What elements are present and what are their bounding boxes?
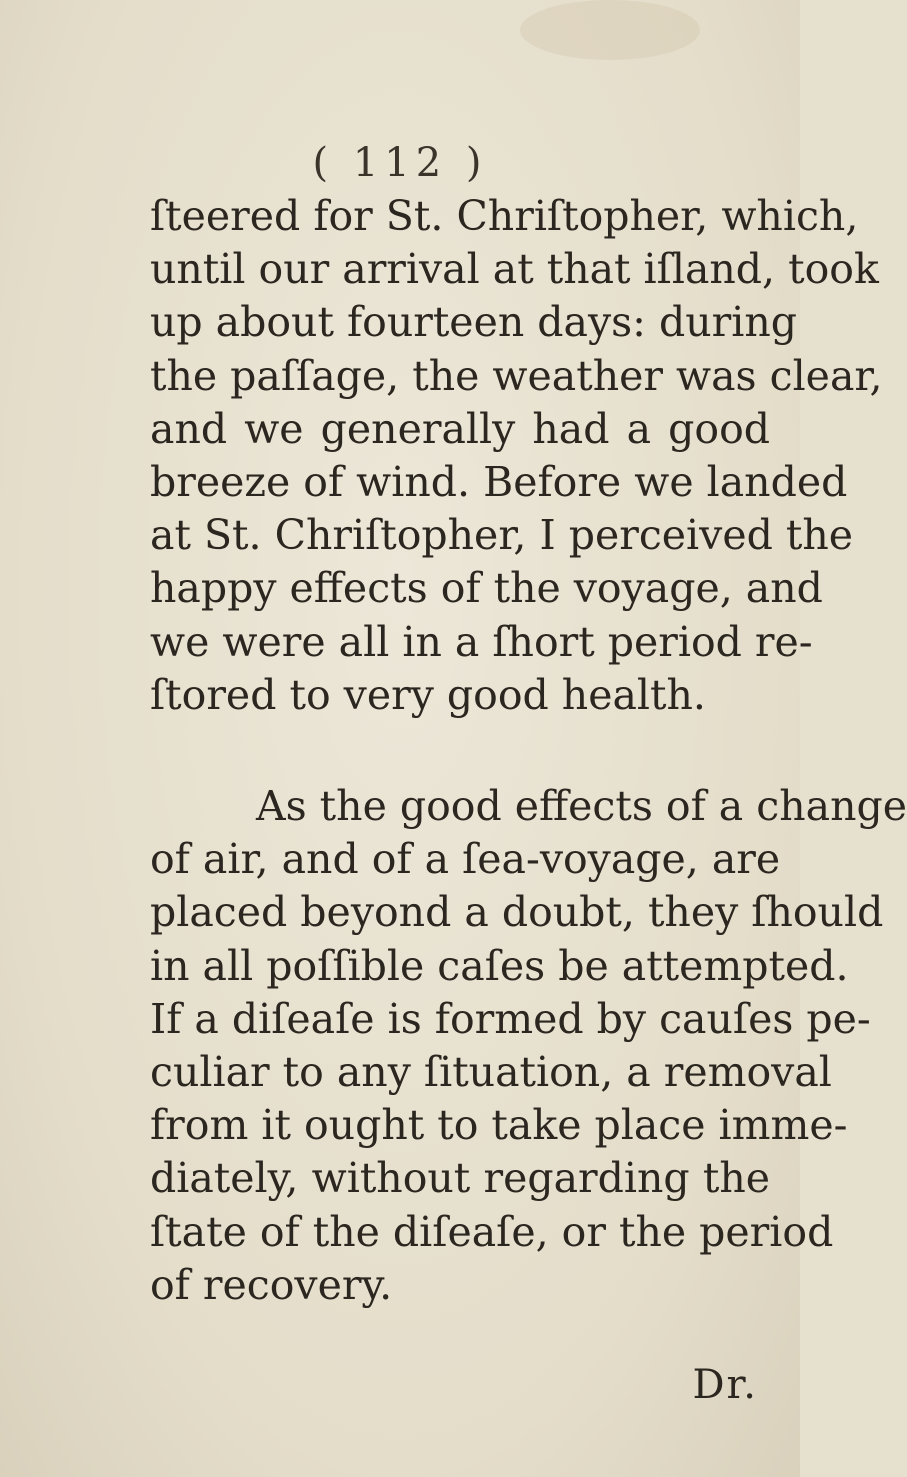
text-line: breeze of wind. Before we landed: [150, 458, 848, 507]
text-line: at St. Chriſtopher, I perceived the: [150, 511, 854, 560]
text-line: from it ought to take place imme-: [150, 1101, 848, 1150]
text-line: we were all in a ſhort period re-: [150, 617, 813, 666]
paragraph-1: [150, 190, 883, 722]
text-line: placed beyond a doubt, they ſhould: [150, 888, 884, 937]
text-line: ſtate of the diſeaſe, or the period: [150, 1207, 834, 1256]
text-line: until our arrival at that iſland, took: [150, 245, 879, 294]
text-line: and we generally had a good: [150, 404, 770, 453]
catchword: Dr.: [692, 1362, 758, 1408]
page-number: ( 112 ): [312, 140, 488, 186]
text-line: ſteered for St. Chriſtopher, which,: [150, 192, 859, 240]
text-line: happy effects of the voyage, and: [150, 564, 823, 613]
text-line: diately, without regarding the: [150, 1154, 770, 1203]
text-line: ſtored to very good health.: [150, 670, 706, 719]
text-line: up about fourteen days: during: [150, 298, 798, 347]
paper-stain: [520, 0, 700, 60]
text-line: of recovery.: [150, 1260, 393, 1309]
text-line: culiar to any ſituation, a removal: [150, 1048, 832, 1097]
text-line: of air, and of a ſea-voyage, are: [150, 835, 781, 884]
text-line: the paſſage, the weather was clear,: [150, 351, 883, 400]
text-line: As the good effects of a change: [256, 782, 907, 830]
text-line: If a diſeaſe is formed by cauſes pe-: [150, 994, 871, 1043]
text-line: in all poſſible caſes be attempted.: [150, 941, 849, 990]
paragraph-2: [150, 780, 907, 1312]
